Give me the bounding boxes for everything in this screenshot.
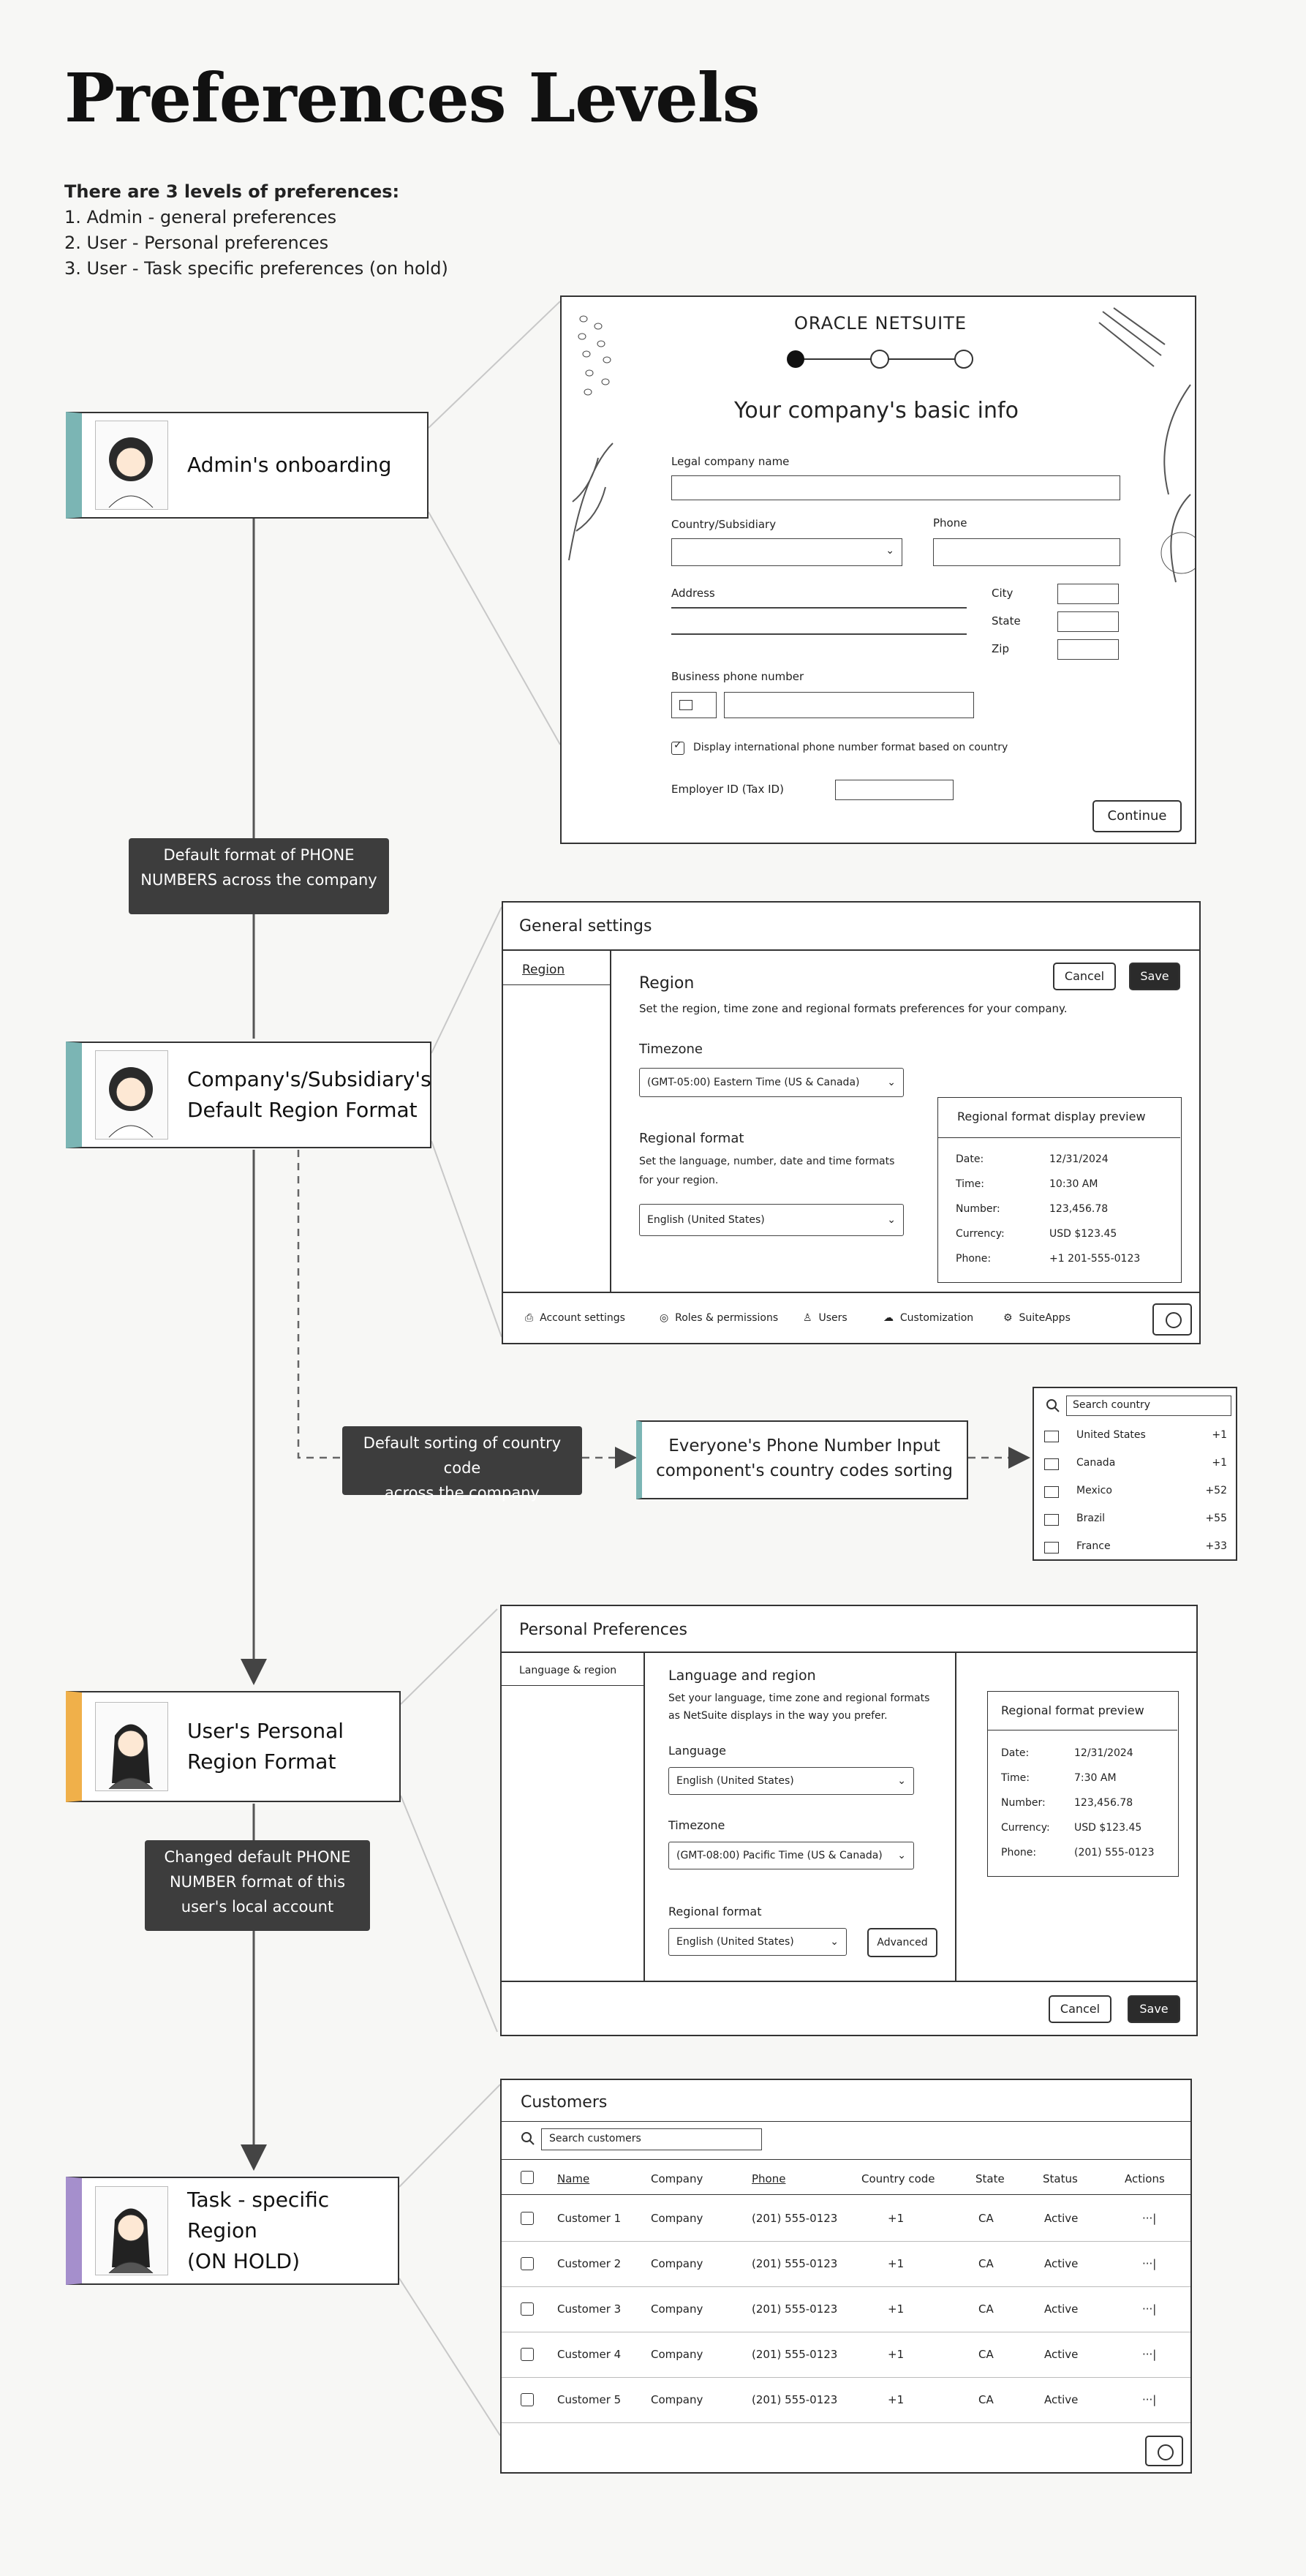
footer-label: Users <box>818 1312 848 1324</box>
phone-label: Phone <box>933 516 967 530</box>
divider <box>503 949 1199 951</box>
table-row[interactable] <box>502 2241 1190 2287</box>
flag-icon <box>1044 1542 1059 1553</box>
regional-format-label: Regional format <box>668 1905 762 1918</box>
table-row[interactable] <box>502 2332 1190 2378</box>
regional-format-value: English (United States) <box>647 1214 765 1226</box>
divider <box>502 1981 1196 1982</box>
divider <box>502 2121 1190 2122</box>
level-label-line: Company's/Subsidiary's <box>187 1067 431 1091</box>
zip-input[interactable] <box>1057 639 1119 660</box>
country-code: +1 <box>1212 1429 1227 1441</box>
table-row[interactable] <box>502 2286 1190 2332</box>
preview-value: (201) 555-0123 <box>1074 1847 1155 1858</box>
chevron-down-icon: ⌄ <box>897 1850 906 1861</box>
level-card-company <box>66 1042 431 1148</box>
preview-key: Time: <box>1001 1772 1030 1784</box>
preview-title: Regional format display preview <box>957 1110 1146 1123</box>
cell-country-code: +1 <box>888 2212 905 2225</box>
cell-phone: (201) 555-0123 <box>752 2393 838 2406</box>
cell-status: Active <box>1044 2393 1079 2406</box>
cell-name: Customer 2 <box>557 2257 622 2270</box>
cell-country-code: +1 <box>888 2348 905 2361</box>
row-checkbox[interactable] <box>521 2257 534 2270</box>
column-header-status: Status <box>1043 2172 1078 2185</box>
avatar <box>95 1702 168 1791</box>
tag-line: Changed default PHONE <box>164 1848 351 1866</box>
advanced-button[interactable]: Advanced <box>867 1928 937 1957</box>
preview-key: Phone: <box>956 1253 992 1265</box>
account-icon: ⎙ <box>525 1312 534 1324</box>
row-checkbox[interactable] <box>521 2302 534 2316</box>
country-code: +55 <box>1205 1513 1227 1524</box>
legal-name-input[interactable] <box>671 475 1120 500</box>
level-label <box>187 1064 431 1126</box>
country-search-input[interactable]: Search country <box>1066 1396 1231 1416</box>
timezone-value: (GMT-05:00) Eastern Time (US & Canada) <box>647 1077 860 1088</box>
cell-state: CA <box>978 2348 994 2361</box>
search-icon <box>521 2131 535 2146</box>
divider <box>502 2159 1190 2160</box>
level-card-task <box>66 2177 399 2285</box>
footer-label: Roles & permissions <box>675 1312 779 1324</box>
table-row[interactable] <box>502 2377 1190 2423</box>
timezone-select[interactable] <box>639 1068 904 1097</box>
level-label <box>187 2185 398 2277</box>
onboarding-panel <box>560 295 1196 844</box>
country-code: +1 <box>1212 1457 1227 1469</box>
level-card-personal <box>66 1691 401 1802</box>
row-checkbox[interactable] <box>521 2348 534 2361</box>
list-item[interactable] <box>1044 1479 1227 1505</box>
column-header-actions: Actions <box>1125 2172 1165 2185</box>
table-row[interactable] <box>502 2196 1190 2242</box>
country-name: Canada <box>1076 1457 1116 1469</box>
preview-key: Currency: <box>1001 1822 1050 1834</box>
cell-status: Active <box>1044 2257 1079 2270</box>
level-label-line: Task - specific Region <box>187 2188 330 2242</box>
address-line-1[interactable] <box>671 607 967 609</box>
country-name: Mexico <box>1076 1485 1112 1496</box>
select-all-checkbox[interactable] <box>521 2171 534 2184</box>
preview-key: Number: <box>956 1203 1000 1215</box>
cell-company: Company <box>651 2393 703 2406</box>
users-icon: ♙ <box>803 1312 812 1324</box>
divider <box>502 1652 1196 1653</box>
list-item[interactable] <box>1044 1507 1227 1533</box>
level-label: Admin's onboarding <box>187 453 392 477</box>
region-description: Set the region, time zone and regional formats preferences for your company. <box>639 1002 1068 1015</box>
cell-status: Active <box>1044 2302 1079 2316</box>
cell-company: Company <box>651 2348 703 2361</box>
suiteapps-icon: ⚙ <box>1003 1312 1013 1324</box>
check-icon: ✓ <box>673 739 682 751</box>
intro-item: 1. Admin - general preferences <box>64 207 337 227</box>
footer-label: SuiteApps <box>1019 1312 1071 1324</box>
cancel-button[interactable]: Cancel <box>1053 963 1116 990</box>
preview-value: 12/31/2024 <box>1074 1747 1133 1759</box>
column-header-state: State <box>975 2172 1005 2185</box>
regional-format-label: Regional format <box>639 1131 744 1146</box>
cell-state: CA <box>978 2257 994 2270</box>
tag-line: NUMBERS across the company <box>140 871 377 889</box>
regional-format-desc: for your region. <box>639 1175 719 1186</box>
cell-company: Company <box>651 2257 703 2270</box>
country-name: United States <box>1076 1429 1146 1441</box>
column-header-phone[interactable]: Phone <box>752 2172 786 2185</box>
intl-format-label: Display international phone number format based on country <box>693 742 1008 753</box>
level-card-admin <box>66 412 429 519</box>
column-header-name[interactable]: Name <box>557 2172 590 2185</box>
intro-heading: There are 3 levels of preferences: <box>64 181 400 202</box>
country-name: France <box>1076 1540 1111 1552</box>
flag-icon <box>679 700 692 710</box>
preview-value: USD $123.45 <box>1049 1228 1117 1240</box>
save-button[interactable]: Save <box>1129 963 1180 990</box>
onboarding-heading: Your company's basic info <box>734 398 1019 423</box>
cell-state: CA <box>978 2212 994 2225</box>
tag-phone-default <box>129 838 389 914</box>
state-label: State <box>992 614 1021 628</box>
preview-value: 123,456.78 <box>1074 1797 1133 1809</box>
preview-value: +1 201-555-0123 <box>1049 1253 1141 1265</box>
row-checkbox[interactable] <box>521 2393 534 2406</box>
chevron-down-icon: ⌄ <box>887 1077 896 1088</box>
search-icon <box>1046 1398 1060 1413</box>
list-item[interactable] <box>1044 1423 1227 1450</box>
flag-icon <box>1044 1514 1059 1526</box>
regional-format-desc: Set the language, number, date and time formats <box>639 1156 895 1167</box>
row-actions-button[interactable]: ···| <box>1142 2348 1157 2361</box>
column-header-company: Company <box>651 2172 703 2185</box>
flag-icon <box>1044 1458 1059 1470</box>
address-line-2[interactable] <box>671 633 967 635</box>
personal-preferences-panel <box>500 1605 1198 2036</box>
flag-icon <box>1044 1431 1059 1442</box>
divider <box>503 984 610 985</box>
timezone-label: Timezone <box>668 1818 725 1832</box>
save-button[interactable]: Save <box>1128 1995 1180 2023</box>
preview-value: 10:30 AM <box>1049 1178 1098 1190</box>
decor-lines-icon <box>1095 304 1169 370</box>
phone-input[interactable] <box>933 538 1120 566</box>
avatar <box>95 421 168 510</box>
footer-customization[interactable] <box>883 1312 973 1324</box>
timezone-select[interactable] <box>668 1842 914 1869</box>
language-label: Language <box>668 1744 726 1758</box>
format-preview <box>987 1691 1179 1877</box>
divider <box>502 2194 1190 2195</box>
continue-button[interactable]: Continue <box>1092 800 1182 832</box>
cell-status: Active <box>1044 2212 1079 2225</box>
country-label: Country/Subsidiary <box>671 518 777 531</box>
employer-input[interactable] <box>835 780 954 800</box>
decor-dots-icon <box>569 312 627 414</box>
customer-search-input[interactable]: Search customers <box>541 2128 762 2150</box>
general-title: General settings <box>519 917 652 935</box>
divider <box>938 1137 1180 1138</box>
level-label-line: (ON HOLD) <box>187 2249 300 2273</box>
tag-sorting <box>342 1426 582 1502</box>
address-label: Address <box>671 587 715 600</box>
timezone-label: Timezone <box>639 1042 703 1057</box>
state-input[interactable] <box>1057 611 1119 632</box>
chevron-down-icon: ⌄ <box>897 1775 906 1787</box>
nav-item-region[interactable]: Region <box>522 963 565 977</box>
preview-title: Regional format preview <box>1001 1703 1144 1717</box>
preview-key: Currency: <box>956 1228 1005 1240</box>
cell-name: Customer 1 <box>557 2212 622 2225</box>
cell-state: CA <box>978 2302 994 2316</box>
cell-phone: (201) 555-0123 <box>752 2302 838 2316</box>
tag-line: Default format of PHONE <box>163 846 355 864</box>
cell-country-code: +1 <box>888 2393 905 2406</box>
preview-value: 123,456.78 <box>1049 1203 1109 1215</box>
divider <box>955 1652 956 1981</box>
phone-component-box <box>636 1420 968 1499</box>
business-phone-input[interactable] <box>724 692 974 718</box>
help-button[interactable] <box>1152 1303 1192 1336</box>
footer-label: Account settings <box>540 1312 625 1324</box>
country-code: +52 <box>1205 1485 1227 1496</box>
preview-value: USD $123.45 <box>1074 1822 1142 1834</box>
region-title: Region <box>639 974 695 993</box>
language-select[interactable] <box>668 1767 914 1795</box>
footer-suiteapps[interactable] <box>1003 1312 1071 1324</box>
regional-format-select[interactable] <box>639 1204 904 1236</box>
zip-label: Zip <box>992 642 1009 655</box>
help-button[interactable] <box>1145 2436 1183 2466</box>
level-label <box>187 1716 344 1777</box>
divider <box>503 1292 1199 1293</box>
format-preview <box>937 1097 1182 1283</box>
country-select[interactable] <box>671 538 902 566</box>
country-flag-select[interactable] <box>671 692 717 718</box>
footer-users[interactable] <box>803 1312 848 1324</box>
footer-account-settings[interactable] <box>525 1312 625 1324</box>
city-label: City <box>992 587 1014 600</box>
cell-company: Company <box>651 2302 703 2316</box>
page-title: Preferences Levels <box>64 59 760 138</box>
preview-value: 12/31/2024 <box>1049 1153 1109 1165</box>
avatar <box>95 1050 168 1140</box>
cell-status: Active <box>1044 2348 1079 2361</box>
divider <box>610 949 611 1292</box>
decor-plant-icon <box>1125 377 1195 597</box>
customers-title: Customers <box>521 2093 608 2112</box>
cell-phone: (201) 555-0123 <box>752 2257 838 2270</box>
list-item[interactable] <box>1044 1534 1227 1561</box>
brand-name: ORACLE NETSUITE <box>794 313 967 334</box>
divider <box>643 1652 645 1981</box>
level-label-line: Region Format <box>187 1750 336 1774</box>
row-actions-button[interactable]: ···| <box>1142 2302 1157 2316</box>
cell-name: Customer 3 <box>557 2302 622 2316</box>
timezone-value: (GMT-08:00) Pacific Time (US & Canada) <box>676 1850 883 1861</box>
cell-company: Company <box>651 2212 703 2225</box>
personal-title: Personal Preferences <box>519 1621 687 1639</box>
cell-country-code: +1 <box>888 2257 905 2270</box>
section-desc: as NetSuite displays in the way you prefer. <box>668 1710 888 1722</box>
footer-label: Customization <box>899 1312 974 1324</box>
list-item[interactable] <box>1044 1451 1227 1477</box>
cancel-button[interactable]: Cancel <box>1049 1995 1111 2023</box>
employer-label: Employer ID (Tax ID) <box>671 783 784 796</box>
country-name: Brazil <box>1076 1513 1106 1524</box>
general-settings-panel <box>502 901 1201 1344</box>
footer-roles[interactable] <box>660 1312 778 1324</box>
country-code: +33 <box>1205 1540 1227 1552</box>
tag-line: Default sorting of country code <box>363 1434 562 1477</box>
intro-item: 2. User - Personal preferences <box>64 233 329 253</box>
divider <box>502 1685 643 1686</box>
tag-line: across the company <box>385 1484 540 1502</box>
cell-name: Customer 5 <box>557 2393 622 2406</box>
cell-phone: (201) 555-0123 <box>752 2348 838 2361</box>
preview-key: Date: <box>1001 1747 1030 1759</box>
decor-leaf-icon <box>562 429 620 568</box>
level-label-line: User's Personal <box>187 1719 344 1743</box>
row-checkbox[interactable] <box>521 2212 534 2225</box>
customers-panel <box>500 2079 1192 2474</box>
legal-label: Legal company name <box>671 455 790 468</box>
intro <box>64 179 448 282</box>
dashed-line-sorting <box>298 1150 341 1458</box>
business-phone-label: Business phone number <box>671 670 804 683</box>
tag-changed <box>145 1840 370 1931</box>
section-desc: Set your language, time zone and regional formats <box>668 1692 930 1704</box>
tag-line: user's local account <box>181 1898 334 1916</box>
component-line: Everyone's Phone Number Input <box>668 1436 940 1455</box>
tag-line: NUMBER format of this <box>169 1873 346 1891</box>
circle-icon <box>1166 1312 1182 1328</box>
preview-key: Time: <box>956 1178 984 1190</box>
preview-key: Number: <box>1001 1797 1046 1809</box>
intl-format-checkbox[interactable] <box>671 739 684 755</box>
country-list <box>1033 1387 1237 1561</box>
city-input[interactable] <box>1057 584 1119 604</box>
preview-key: Date: <box>956 1153 984 1165</box>
avatar <box>95 2186 168 2275</box>
chevron-down-icon: ⌄ <box>830 1936 839 1948</box>
row-actions-button[interactable]: ···| <box>1142 2393 1157 2406</box>
preview-value: 7:30 AM <box>1074 1772 1117 1784</box>
cell-state: CA <box>978 2393 994 2406</box>
nav-item-language-region[interactable]: Language & region <box>519 1665 617 1676</box>
cell-name: Customer 4 <box>557 2348 622 2361</box>
intro-item: 3. User - Task specific preferences (on hold) <box>64 258 448 279</box>
language-value: English (United States) <box>676 1775 794 1787</box>
chevron-down-icon: ⌄ <box>886 545 894 557</box>
cell-phone: (201) 555-0123 <box>752 2212 838 2225</box>
section-title: Language and region <box>668 1668 816 1684</box>
level-label-line: Default Region Format <box>187 1098 418 1122</box>
roles-icon: ◎ <box>660 1312 669 1324</box>
circle-icon <box>1158 2444 1174 2460</box>
regional-format-value: English (United States) <box>676 1936 794 1948</box>
cell-country-code: +1 <box>888 2302 905 2316</box>
preview-key: Phone: <box>1001 1847 1037 1858</box>
column-header-country-code: Country code <box>861 2172 935 2185</box>
row-actions-button[interactable]: ···| <box>1142 2257 1157 2270</box>
chevron-down-icon: ⌄ <box>887 1214 896 1226</box>
component-line: component's country codes sorting <box>656 1461 953 1480</box>
stepper <box>781 348 978 370</box>
flag-icon <box>1044 1486 1059 1498</box>
regional-format-select[interactable] <box>668 1928 847 1956</box>
customization-icon: ☁ <box>883 1312 894 1324</box>
row-actions-button[interactable]: ···| <box>1142 2212 1157 2225</box>
